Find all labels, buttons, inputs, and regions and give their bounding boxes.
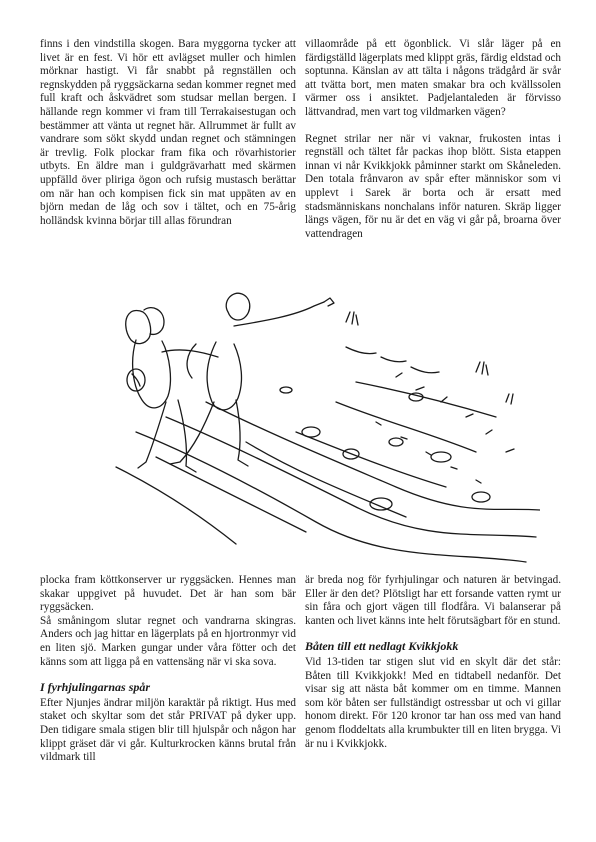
hikers-crossing-stream-drawing <box>96 282 540 564</box>
paragraph: Efter Njunjes ändrar miljön karaktär på riktigt. Hus med staket och skyltar som det står PRIVAT på dyker upp. Den tidigare smala stigen blir till hjulspår och någon har klippt gräset där vi går. Kulturkrocken känns brutal från vildmark till <box>40 696 296 764</box>
column-bottom-left <box>40 574 296 765</box>
paragraph: Regnet strilar ner när vi vaknar, frukosten intas i regnställ och tältet får packas ihop blött. Sista etappen innan vi når Kvikkjokk påminner starkt om Skåneleden. Den totala frånvaron av spår efter människor som vi upplevt i Sarek är borta och är ersatt med stadsmänniskans nonchalans inför naturen. Skräp ligger längs vägen, för nu är det en väg vi går på, broarna över vattendragen <box>305 132 561 240</box>
paragraph: plocka fram köttkonserver ur ryggsäcken. Hennes man skakar uppgivet på huvudet. Det är han som bär ryggsäcken. <box>40 574 296 614</box>
column-bottom-right <box>305 574 561 751</box>
paragraph: Vid 13-tiden tar stigen slut vid en skylt där det står: Båten till Kvikkjokk! Med en tidtabell nedanför. Det visar sig att nästa båt kommer om en timme. Mannen som kör båten ser fullständigt ostressbar ut och vi gillar honom direkt. För 120 kronor tar han oss med van hand genom floddeltats alla krumbukter till en liten brygga. Vi är nu i Kvikkjokk. <box>305 655 561 750</box>
paragraph: villaområde på ett ögonblick. Vi slår läger på en färdigställd lägerplats med klippt gräs, färdig eldstad och soptunna. Känslan av att tälta i någons trädgård är svår att tvätta bort, men maten smakar bra och kvällssolen värmer oss i ansiktet. Padjelantaleden är förvisso lättvandrad, men vart tog vildmarken vägen? <box>305 38 561 118</box>
paragraph: finns i den vindstilla skogen. Bara myggorna tycker att livet är en fest. Vi hör ett avlägset muller och himlen mörknar hastigt. Vi får snabbt på regnställen och regnskydden på ryggsäckarna sedan kommer regnet med full kraft och åskvädret som studsar mellan bergen. I hällande regn kommer vi fram till Terrakaisestugan och bestämmer att vänta ut regnet här. Allrummet är fullt av vandrare som sökt skydd undan regnet och stämningen är trevlig. Folk plockar fram fika och rövarhistorier utbyts. En äldre man i guldgrävarhatt med skärmen uppfälld över pliriga ögon och rufsig mustasch berättar om när han och kompisen fick sin mat uppäten av en björn medan de låg och sov i tältet, och en 75-årig holländsk kvinna börjar till allas förundran <box>40 38 296 227</box>
paragraph: är breda nog för fyrhjulingar och naturen är betvingad. Eller är den det? Plötsligt har ett forsande vatten rymt ur sin fåra och gjort vägen till flodfåra. Vi balanserar på kanten och livet känns inte helt förutsägbart för en stund. <box>305 574 561 627</box>
paragraph: Så småningom slutar regnet och vandrarna skingras. Anders och jag hittar en lägerplats på en hjortronmyr vid en liten sjö. Marken gungar under våra fötter och det känns som att ligga på en vattensäng när vi ska sova. <box>40 614 296 668</box>
column-top-right <box>305 38 561 241</box>
section-heading: Båten till ett nedlagt Kvikkjokk <box>305 639 459 654</box>
section-heading: I fyrhjulingarnas spår <box>40 680 151 695</box>
column-top-left <box>40 38 296 228</box>
